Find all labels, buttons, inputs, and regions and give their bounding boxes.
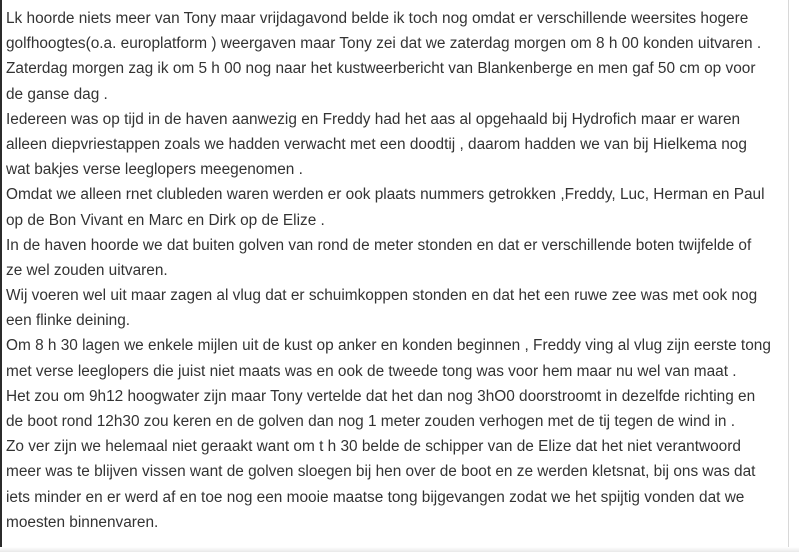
- article-text: [6, 6, 786, 535]
- text-line: wat bakjes verse leeglopers meegenomen .: [6, 161, 303, 179]
- text-line: op de Bon Vivant en Marc en Dirk op de Elize .: [6, 211, 325, 229]
- text-line: Omdat we alleen rnet clubleden waren werden er ook plaats nummers getrokken ,Freddy, Luc, Herman en Paul: [6, 186, 765, 204]
- bottom-edge-shadow: [0, 547, 799, 552]
- right-border-rule: [788, 0, 789, 552]
- text-line: iets minder en er werd af en toe nog een mooie maatse tong bijgevangen zodat we het spijtig vonden dat we: [6, 488, 745, 506]
- text-line: ze wel zouden uitvaren.: [6, 261, 168, 279]
- text-line: Het zou om 9h12 hoogwater zijn maar Tony vertelde dat het dan nog 3hO0 doorstroomt in dezelfde richting en: [6, 387, 756, 405]
- text-line: Zo ver zijn we helemaal niet geraakt want om t h 30 belde de schipper van de Elize dat het niet verantwoord: [6, 438, 741, 456]
- text-line: golfhoogtes(o.a. europlatform ) weergaven maar Tony zei dat we zaterdag morgen om 8 h 00 konden uitvaren .: [6, 35, 762, 53]
- text-line: moesten binnenvaren.: [6, 513, 159, 531]
- text-line: de boot rond 12h30 zou keren en de golven dan nog 1 meter zouden verhogen met de tij tegen de wind in .: [6, 413, 736, 430]
- text-line: Iedereen was op tijd in de haven aanwezig en Freddy had het aas al opgehaald bij Hydrofich maar er waren: [6, 110, 741, 128]
- text-line: meer was te blijven vissen want de golven sloegen bij hen over de boot en ze werden kletsnat, bij ons was dat: [6, 463, 756, 481]
- left-border-rule: [0, 0, 2, 552]
- text-line: met verse leeglopers die juist niet maats was en ook de tweede tong was voor hem maar nu wel van maat .: [6, 362, 737, 380]
- text-line: Zaterdag morgen zag ik om 5 h 00 nog naar het kustweerbericht van Blankenberge en men gaf 50 cm op voor: [6, 60, 756, 78]
- text-line: alleen diepvriestappen zoals we hadden verwacht met een doodtij , daarom hadden we van bij Hielkema nog: [6, 135, 747, 153]
- text-line: In de haven hoorde we dat buiten golven van rond de meter stonden en dat er verschillende boten twijfelde of: [6, 236, 752, 254]
- text-line: Om 8 h 30 lagen we enkele mijlen uit de kust op anker en konden beginnen , Freddy ving al vlug zijn eerste tong: [6, 337, 771, 355]
- text-line: een flinke deining.: [6, 312, 131, 330]
- text-line: Lk hoorde niets meer van Tony maar vrijdagavond belde ik toch nog omdat er verschillende weersites hogere: [6, 10, 749, 27]
- text-line: Wij voeren wel uit maar zagen al vlug dat er schuimkoppen stonden en dat het een ruwe zee was met ook nog: [6, 287, 758, 305]
- text-line: de ganse dag .: [6, 85, 108, 103]
